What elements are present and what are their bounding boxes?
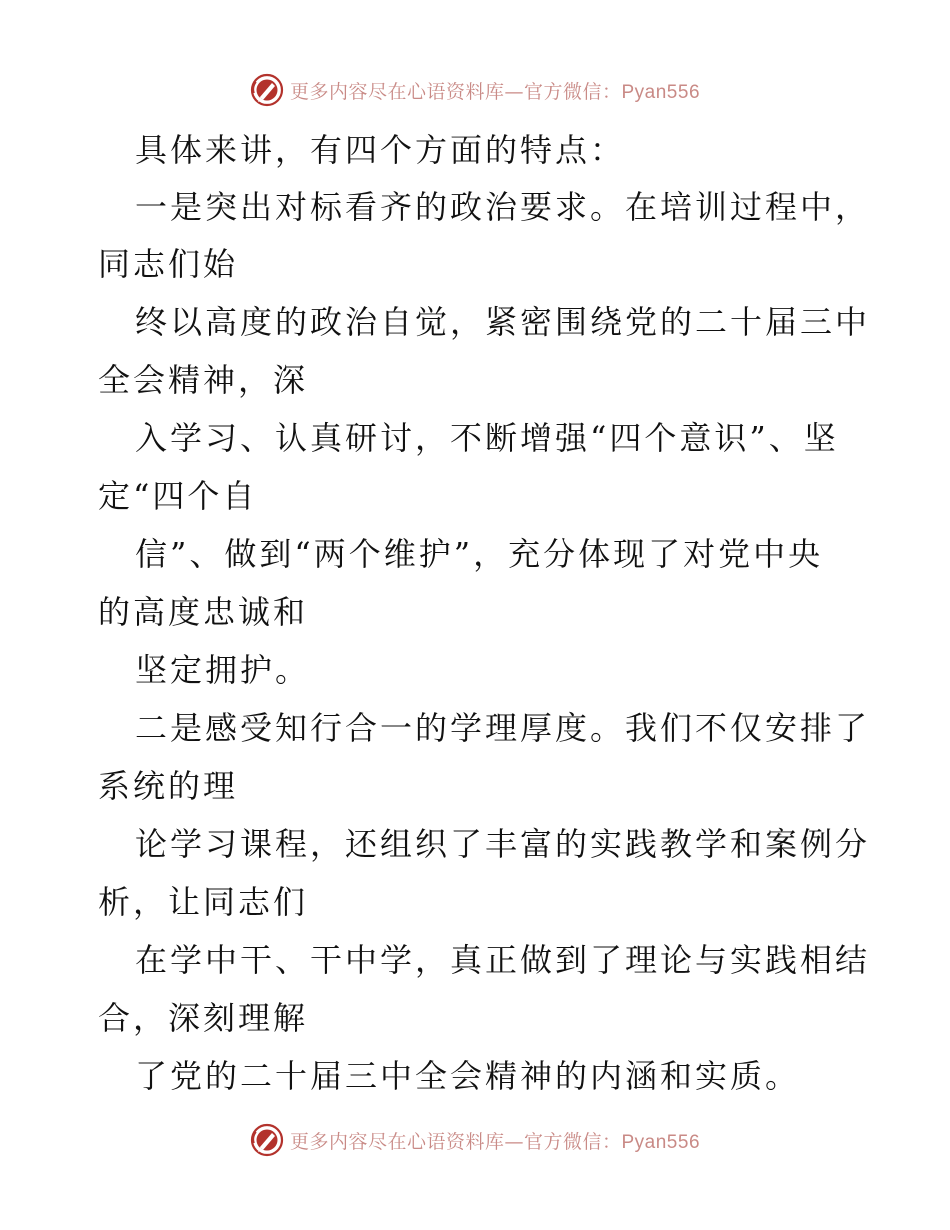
header-banner-main: 更多内容尽在心语资料库 — [289, 80, 505, 103]
body-line: 了党的二十届三中全会精神的内涵和实质。 — [135, 1057, 801, 1095]
footer-banner — [0, 1120, 950, 1160]
body-line: 定“四个自 — [98, 477, 258, 515]
body-line: 系统的理 — [98, 767, 239, 805]
header-banner-id: Pyan556 — [621, 81, 701, 103]
footer-banner-id: Pyan556 — [621, 1131, 701, 1153]
body-line: 信”、做到“两个维护”，充分体现了对党中央 — [135, 535, 824, 573]
header-banner-sep: — — [504, 80, 524, 103]
body-line: 二是感受知行合一的学理厚度。我们不仅安排了 — [135, 709, 871, 747]
body-line: 一是突出对标看齐的政治要求。在培训过程中， — [135, 188, 871, 226]
body-line: 同志们始 — [98, 245, 239, 283]
header-banner-sub: 官方微信： — [523, 80, 622, 103]
body-line: 合，深刻理解 — [98, 999, 309, 1037]
header-banner-text — [290, 77, 700, 104]
body-line: 坚定拥护。 — [135, 651, 311, 689]
footer-banner-sep: — — [504, 1130, 524, 1153]
body-line: 具体来讲，有四个方面的特点： — [135, 131, 626, 169]
footer-banner-text — [290, 1127, 700, 1154]
body-line: 全会精神，深 — [98, 361, 309, 399]
pen-logo-icon — [250, 73, 284, 107]
header-banner — [0, 70, 950, 110]
pen-logo-icon — [250, 1123, 284, 1157]
footer-banner-main: 更多内容尽在心语资料库 — [289, 1130, 505, 1153]
footer-banner-sub: 官方微信： — [523, 1130, 622, 1153]
body-line: 终以高度的政治自觉，紧密围绕党的二十届三中 — [135, 303, 871, 341]
body-line: 析，让同志们 — [98, 883, 309, 921]
body-line: 论学习课程，还组织了丰富的实践教学和案例分 — [135, 825, 871, 863]
body-line: 入学习、认真研讨，不断增强“四个意识”、坚 — [135, 419, 839, 457]
body-line: 在学中干、干中学，真正做到了理论与实践相结 — [135, 941, 871, 979]
body-line: 的高度忠诚和 — [98, 593, 309, 631]
